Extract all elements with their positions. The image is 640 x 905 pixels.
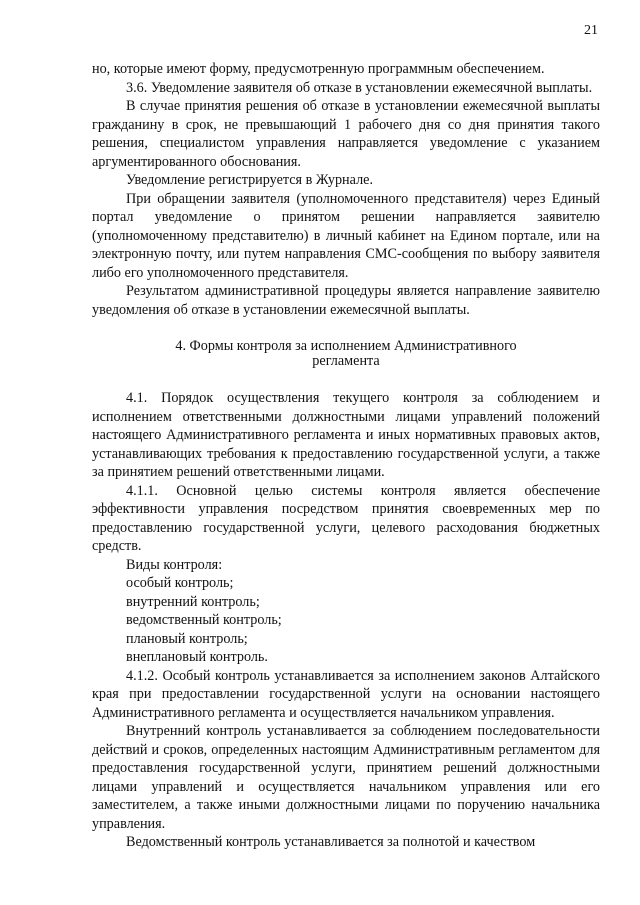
paragraph-refusal-decision: В случае принятия решения об отказе в установлении ежемесячной выплаты гражданину в срок, не превышающий 1 рабочего дня со дня принятия такого решения, специалистом управления направляется уведомление с указанием аргументированного обоснования. (92, 98, 600, 170)
list-item: ведомственный контроль; (126, 612, 282, 628)
list-item: особый контроль; (126, 575, 234, 591)
paragraph-4-1-1: 4.1.1. Основной целью системы контроля является обеспечение эффективности управления посредством принятия своевременных мер по предоставлению государственной услуги, целевого расходования бюджетных средств. (92, 482, 600, 554)
section-heading (92, 339, 600, 369)
paragraph-continuation: но, которые имеют форму, предусмотренную программным обеспечением. (92, 61, 545, 77)
section-heading-line2: регламента (312, 353, 380, 369)
paragraph-journal-registration: Уведомление регистрируется в Журнале. (126, 172, 373, 188)
page-number: 21 (584, 23, 598, 38)
control-types-title: Виды контроля: (126, 556, 223, 573)
paragraph-3-6: 3.6. Уведомление заявителя об отказе в установлении ежемесячной выплаты. (126, 79, 593, 96)
section-heading-line1: 4. Формы контроля за исполнением Административного (175, 338, 517, 354)
list-item: внеплановый контроль. (126, 649, 268, 665)
paragraph-procedure-result: Результатом административной процедуры является направление заявителю уведомления об отказе в установлении ежемесячной выплаты. (92, 283, 600, 318)
paragraph-4-1: 4.1. Порядок осуществления текущего контроля за соблюдением и исполнением ответственными должностными лицами управлений положений настоящего Административного регламента и иных нормативных правовых актов, устанавливающих требования к предоставлению государственной услуги, а также за принятием решений ответственными лицами. (92, 390, 600, 480)
list-item: внутренний контроль; (126, 593, 260, 610)
list-item: плановый контроль; (126, 630, 248, 647)
paragraph-4-1-2: 4.1.2. Особый контроль устанавливается за исполнением законов Алтайского края при предоставлении государственной услуги на основании настоящего Административного регламента и осуществляется начальником управления. (92, 667, 600, 721)
paragraph-departmental-control: Ведомственный контроль устанавливается за полнотой и качеством (126, 834, 536, 850)
page-content (92, 60, 600, 852)
paragraph-portal-notification: При обращении заявителя (уполномоченного представителя) через Единый портал уведомление о принятом решении направляется заявителю (уполномоченному представителю) в личный кабинет на Едином портале, или на электронную почту, или путем направления СМС-сообщения по выбору заявителя либо его уполномоченного представителя. (92, 190, 600, 281)
paragraph-internal-control: Внутренний контроль устанавливается за соблюдением последовательности действий и сроков, определенных настоящим Административным регламентом для предоставления государственной услуги, принятием решений должностными лицами управлений и осуществляется начальником управления или его заместителем, а также иными должностными лицами по поручению начальника управления. (92, 723, 600, 832)
